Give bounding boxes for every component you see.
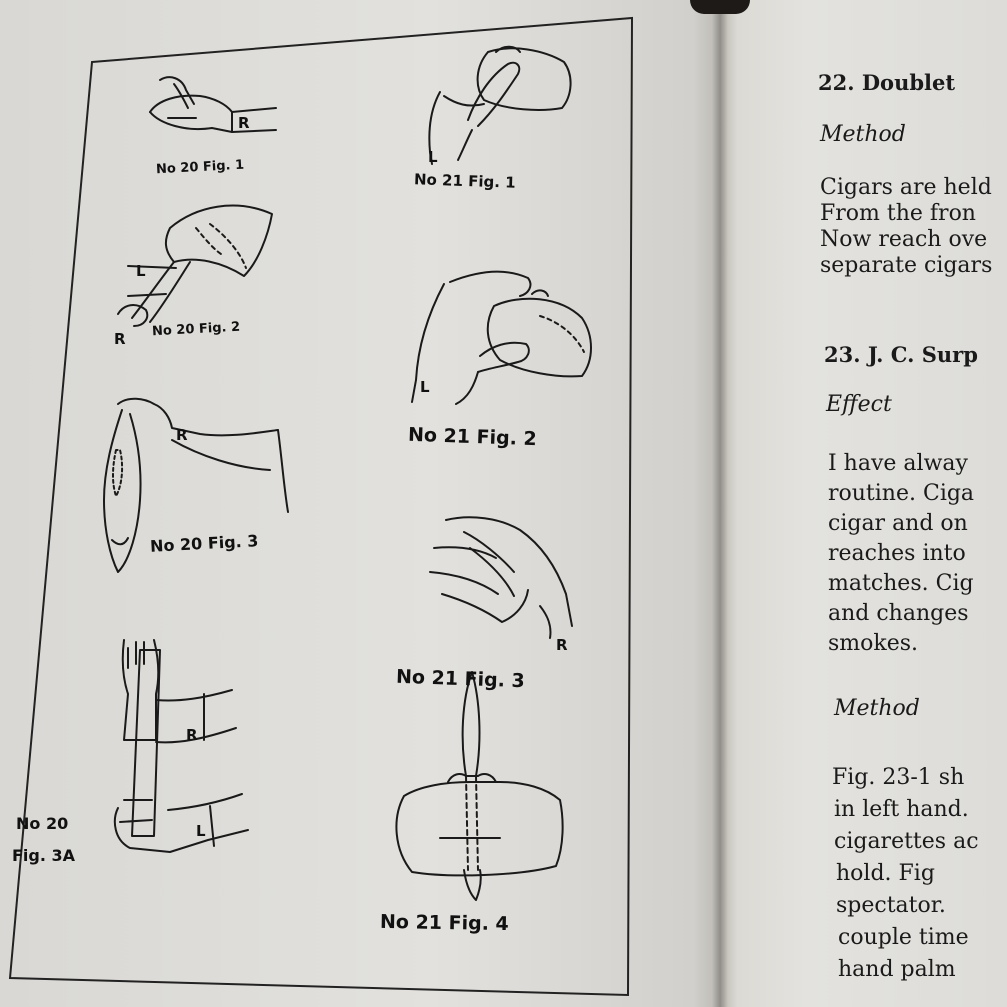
section-23-method-line-2: in left hand.: [834, 797, 969, 822]
section-23-effect-line-3: cigar and on: [828, 511, 968, 536]
section-23-effect-line-4: reaches into: [828, 541, 966, 566]
section-22-heading: 22. Doublet: [818, 70, 956, 95]
right-page-text: [720, 0, 1007, 1007]
section-23-method-label: Method: [834, 696, 920, 721]
no21-fig1-caption: No 21 Fig. 1: [413, 170, 516, 192]
no20-fig2-hand-label-l: L: [136, 262, 146, 280]
no21-fig3-drawing: [430, 517, 572, 638]
no21-fig2-hand-label: L: [420, 378, 430, 396]
no21-fig2-caption: No 21 Fig. 2: [407, 423, 538, 451]
no21-fig3-hand-label: R: [556, 636, 568, 654]
no21-fig3-caption: No 21 Fig. 3: [395, 665, 526, 693]
no21-fig1-drawing: [429, 47, 570, 164]
section-23-method-line-5: spectator.: [836, 893, 946, 918]
no20-fig1-caption: No 20 Fig. 1: [155, 157, 245, 178]
no20-fig1-drawing: [150, 77, 276, 132]
no20-fig3-hand-label: R: [176, 426, 188, 444]
section-23-effect-line-1: I have alway: [828, 451, 968, 476]
no21-fig1-hand-label: L: [428, 148, 438, 166]
section-22-line-1: Cigars are held: [820, 175, 992, 200]
no21-fig4-caption: No 21 Fig. 4: [379, 910, 509, 936]
no20-fig2-hand-label-r: R: [114, 330, 126, 348]
section-23-effect-label: Effect: [826, 392, 892, 417]
no20-fig3a-caption-line1: No 20: [16, 814, 69, 833]
section-23-effect-line-5: matches. Cig: [828, 571, 974, 596]
no20-fig3a-caption-line2: Fig. 3A: [12, 846, 76, 865]
section-22-method-label: Method: [820, 122, 906, 147]
section-23-effect-line-2: routine. Ciga: [828, 481, 975, 506]
no20-fig2-caption: No 20 Fig. 2: [151, 319, 241, 340]
section-23-method-line-7: hand palm: [838, 957, 956, 982]
no21-fig4-drawing: [396, 672, 562, 900]
section-22-line-4: separate cigars: [820, 253, 993, 278]
no20-fig3a-hand-label-l: L: [196, 822, 206, 840]
section-23-method-line-4: hold. Fig: [836, 861, 935, 886]
section-23-method-line-6: couple time: [838, 925, 969, 950]
section-22-line-2: From the fron: [820, 201, 976, 226]
no20-fig3a-drawing: [115, 640, 248, 852]
no20-fig1-hand-label: R: [238, 114, 250, 132]
section-23-method-line-1: Fig. 23-1 sh: [832, 765, 965, 790]
section-23-method-line-3: cigarettes ac: [834, 829, 979, 854]
no20-fig3a-hand-label-r: R: [186, 726, 198, 744]
section-23-effect-line-6: and changes: [828, 601, 969, 626]
section-23-heading: 23. J. C. Surp: [824, 342, 978, 367]
no20-fig3-caption: No 20 Fig. 3: [149, 531, 259, 556]
section-23-effect-line-7: smokes.: [828, 631, 919, 656]
no21-fig2-drawing: [412, 272, 591, 404]
section-22-line-3: Now reach ove: [820, 227, 988, 252]
